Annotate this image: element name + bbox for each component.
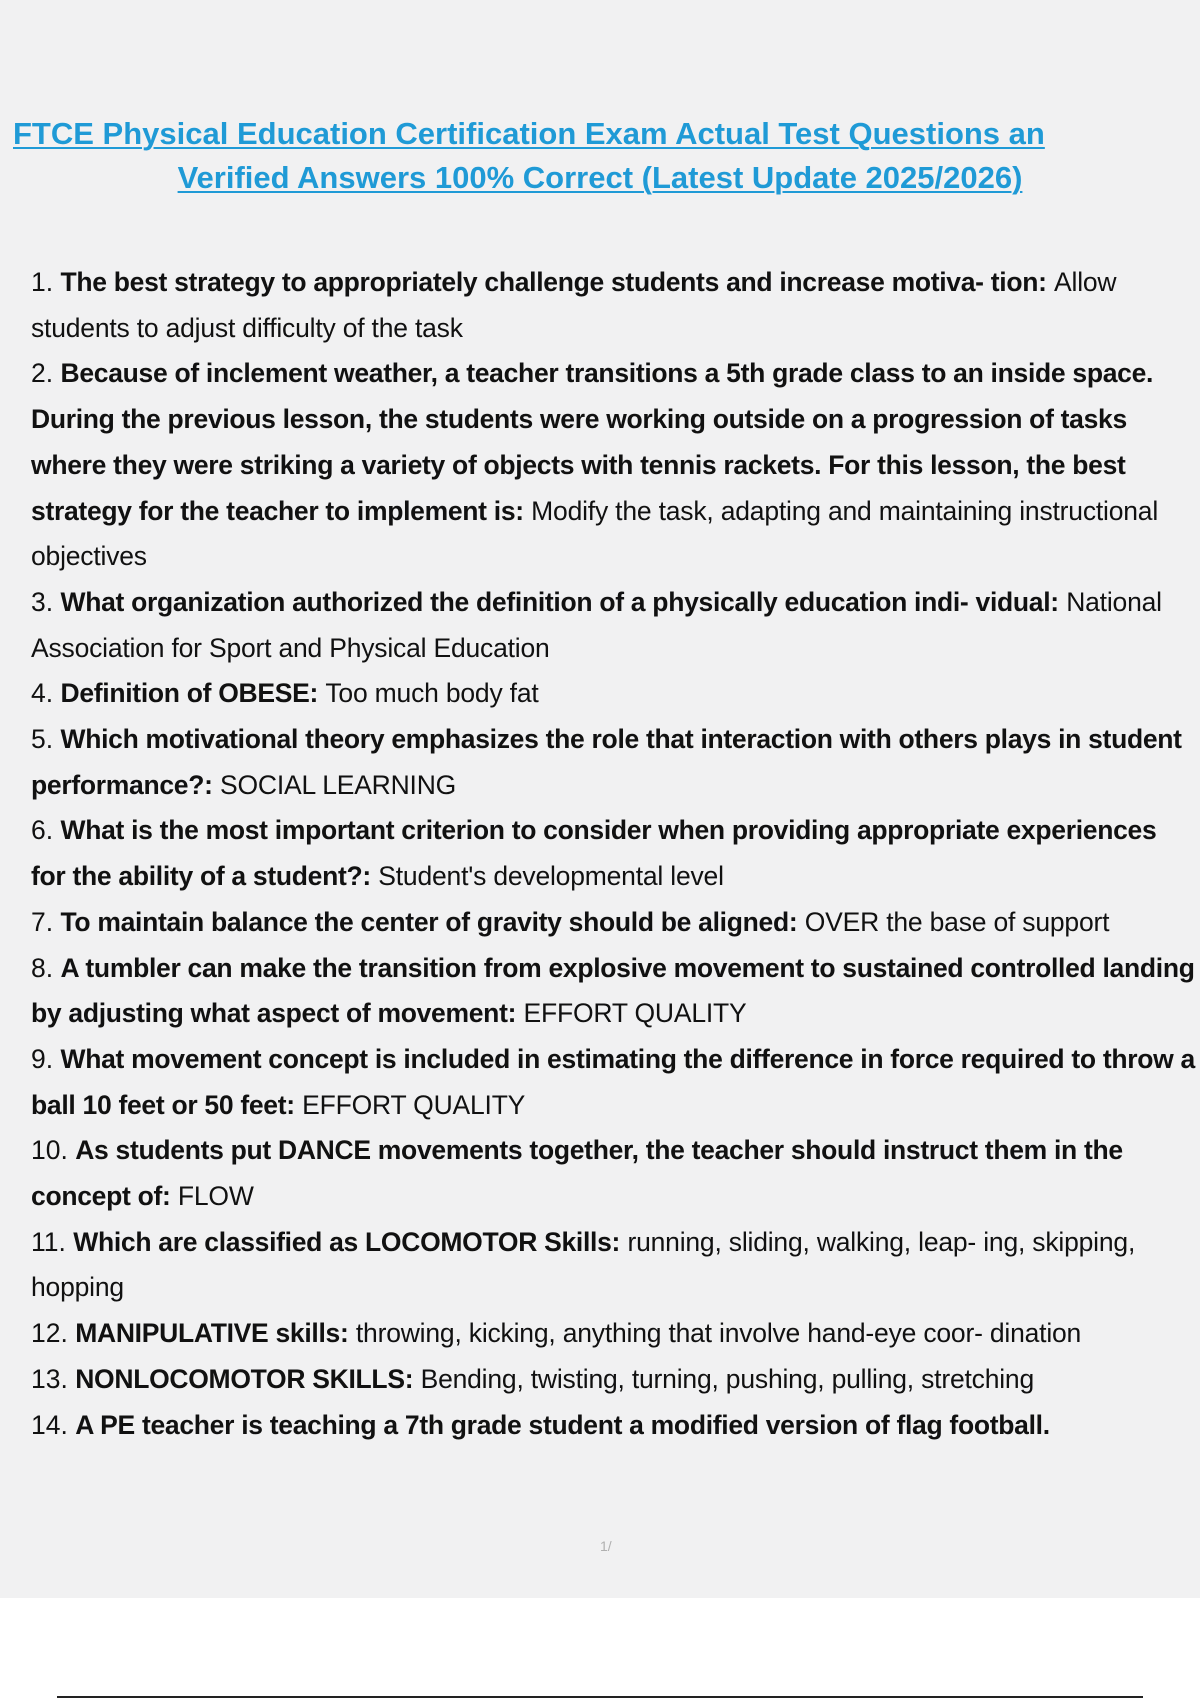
answer-text: Allow students to adjust difficulty of the task	[31, 267, 1117, 343]
document-title	[0, 112, 1200, 200]
item-number: 2.	[31, 358, 54, 389]
item-number: 10.	[31, 1135, 68, 1166]
question-text: Which motivational theory emphasizes the role that interaction with others plays in student performance?:	[31, 724, 1182, 800]
item-number: 8.	[31, 952, 54, 983]
qa-item-9	[31, 1037, 1196, 1128]
qa-item-2	[31, 351, 1196, 580]
item-number: 13.	[31, 1363, 68, 1394]
qa-item-5	[31, 717, 1196, 808]
item-number: 7.	[31, 906, 54, 937]
answer-text: EFFORT QUALITY	[302, 1089, 526, 1120]
question-text: NONLOCOMOTOR SKILLS:	[75, 1363, 414, 1394]
item-number: 6.	[31, 815, 54, 846]
answer-text: Student's developmental level	[378, 861, 724, 892]
question-text: To maintain balance the center of gravity should be aligned:	[60, 906, 798, 937]
question-list	[31, 260, 1196, 1448]
answer-text: throwing, kicking, anything that involve hand-eye coor- dination	[355, 1318, 1082, 1349]
qa-item-6	[31, 808, 1196, 899]
question-text: The best strategy to appropriately challenge students and increase motiva- tion:	[60, 267, 1047, 297]
item-number: 5.	[31, 724, 54, 755]
page-number: 1/	[600, 1538, 612, 1554]
qa-item-1	[31, 260, 1196, 351]
item-number: 1.	[31, 267, 54, 297]
answer-text: running, sliding, walking, leap- ing, skipping, hopping	[31, 1226, 1136, 1303]
answer-text: Bending, twisting, turning, pushing, pulling, stretching	[420, 1363, 1034, 1394]
question-text: Which are classified as LOCOMOTOR Skills:	[73, 1226, 621, 1257]
answer-text: OVER the base of support	[804, 906, 1110, 937]
qa-item-8	[31, 946, 1196, 1037]
item-number: 14.	[31, 1409, 68, 1440]
question-text: Definition of OBESE:	[60, 678, 318, 709]
question-text: A PE teacher is teaching a 7th grade student a modified version of flag football.	[75, 1409, 1050, 1440]
item-number: 12.	[31, 1318, 68, 1349]
question-text: As students put DANCE movements together, the teacher should instruct them in the concept of:	[31, 1135, 1123, 1212]
item-number: 9.	[31, 1043, 54, 1074]
answer-text: FLOW	[177, 1181, 254, 1212]
answer-text: Too much body fat	[325, 678, 539, 709]
answer-text: SOCIAL LEARNING	[220, 769, 457, 800]
item-number: 3.	[31, 586, 54, 617]
item-number: 4.	[31, 678, 54, 709]
qa-item-13	[31, 1357, 1196, 1403]
question-text: What organization authorized the definition of a physically education indi- vidual:	[60, 586, 1059, 617]
qa-item-7	[31, 900, 1196, 946]
qa-item-4	[31, 671, 1196, 717]
qa-item-3	[31, 580, 1196, 671]
qa-item-10	[31, 1128, 1196, 1219]
question-text: What movement concept is included in estimating the difference in force required to throw a ball 10 feet or 50 feet:	[31, 1043, 1195, 1120]
item-number: 11.	[31, 1226, 66, 1257]
bottom-divider	[57, 1696, 1143, 1698]
title-line-1: FTCE Physical Education Certification Exam Actual Test Questions an	[13, 116, 1045, 151]
answer-text: National Association for Sport and Physical Education	[31, 586, 1162, 663]
question-text: A tumbler can make the transition from explosive movement to sustained controlled landing by adjusting what aspect of movement:	[31, 952, 1195, 1029]
qa-item-12	[31, 1311, 1196, 1357]
answer-text: EFFORT QUALITY	[523, 998, 747, 1029]
title-line-2: Verified Answers 100% Correct (Latest Update 2025/2026)	[177, 160, 1023, 195]
answer-text: Modify the task, adapting and maintaining instructional objectives	[31, 495, 1159, 572]
qa-item-11	[31, 1220, 1196, 1311]
question-text: What is the most important criterion to consider when providing appropriate experiences for the ability of a student?:	[31, 815, 1157, 892]
question-text: MANIPULATIVE skills:	[75, 1318, 349, 1349]
qa-item-14	[31, 1403, 1196, 1449]
question-text: Because of inclement weather, a teacher transitions a 5th grade class to an inside space. During the previous lesson, the students were working outside on a progression of tasks where they were striking a variety of objects with tennis rackets. For this lesson, the best strategy for the teacher to implement is:	[31, 358, 1154, 526]
